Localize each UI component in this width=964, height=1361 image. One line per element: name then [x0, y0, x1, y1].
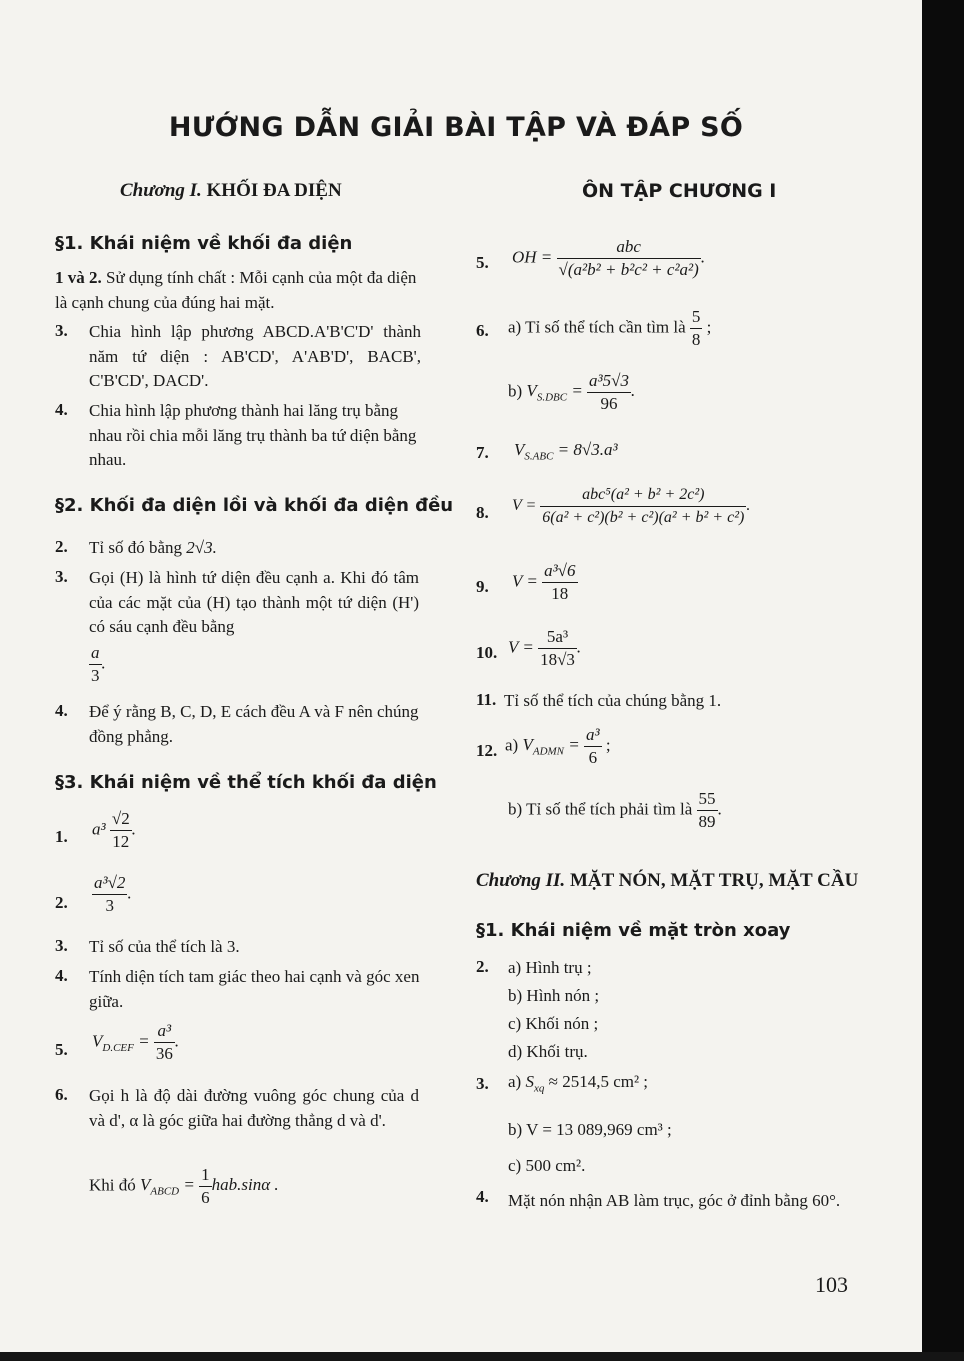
frac-top: a³√6 — [542, 560, 577, 583]
item-number: 4. — [55, 400, 68, 419]
formula: Khi đó $V_{ABCD}$ = $\frac{1}{6}$ hab.sinα . — [89, 1165, 279, 1207]
item-text: c) Khối nón ; — [508, 1014, 599, 1033]
frac-bottom: 12 — [112, 832, 130, 851]
frac-bottom: 36 — [155, 1044, 173, 1063]
formula — [512, 560, 578, 605]
item-number: 5. — [55, 1040, 68, 1059]
item-number: 6. — [476, 321, 489, 340]
formula-rhs: = 8√3.a³ — [557, 440, 618, 459]
item-number: 7. — [476, 443, 489, 462]
item-number: 9. — [476, 577, 489, 596]
formula-lhs: V — [514, 440, 525, 459]
item-text: Chia hình lập phương thành hai lăng trụ bằng nhau rồi chia mỗi lăng trụ thành ba tứ diện bằng nhau. — [89, 401, 417, 469]
item-text: Gọi h là độ dài đường vuông góc chung của d và d', α là góc giữa hai đường thẳng d và d'. — [89, 1086, 419, 1130]
formula-lhs: V — [140, 1175, 151, 1195]
item-number: 5. — [476, 253, 489, 272]
formula-rhs: ≈ 2514,5 cm² ; — [548, 1072, 649, 1091]
chapter-2-section-1-heading: §1. Khái niệm về mặt tròn xoay — [476, 920, 791, 941]
formula — [508, 1072, 648, 1094]
item-number: 1. — [55, 827, 68, 846]
item-text: Tỉ số thể tích của chúng bằng 1. — [504, 691, 722, 710]
frac-bottom: 6 — [588, 748, 598, 767]
item-text: Chia hình lập phương ABCD.A'B'C'D' thành năm tứ diện : AB'CD', A'AB'D', BACB', C'B'CD', DACD'. — [89, 322, 421, 390]
chapter-1-heading — [120, 180, 342, 202]
formula: OH = $\frac{\text{abc}}{\text{√(a²b² + b²c² + c²a²)}}$ . — [512, 237, 706, 279]
item-label: a) — [505, 735, 519, 755]
formula: a) Tỉ số thể tích cần tìm là $\frac{5}{8}$ ; — [508, 307, 712, 349]
item-number: 4. — [55, 966, 68, 985]
item-text: d) Khối trụ. — [508, 1042, 588, 1061]
item-text: a) Hình trụ ; — [508, 958, 592, 977]
formula — [514, 440, 618, 462]
item-number: 8. — [476, 503, 489, 522]
frac-top: abc⁵(a² + b² + 2c²) — [540, 484, 746, 507]
frac-top: 5a³ — [538, 626, 577, 649]
formula-subscript: S.DBC — [536, 391, 568, 404]
item-number: 11. — [476, 690, 497, 709]
item-number: 3. — [55, 936, 68, 955]
item-number: 6. — [55, 1085, 68, 1104]
section-2-heading: §2. Khối đa diện lồi và khối đa diện đều — [55, 495, 454, 516]
item-text: Sử dụng tính chất : Mỗi cạnh của một đa diện là cạnh chung của đúng hai mặt. — [55, 268, 417, 312]
item-text: Mặt nón nhận AB làm trục, góc ở đỉnh bằng 60°. — [508, 1191, 841, 1210]
review-heading: ÔN TẬP CHƯƠNG I — [582, 180, 777, 202]
formula-lhs: V — [92, 1031, 103, 1051]
frac-bottom: 6 — [201, 1188, 210, 1207]
formula-prefix: a³ — [92, 819, 106, 839]
fraction-a-over-3: $\frac{a}{3}$ . — [91, 643, 106, 685]
formula-lhs: V = — [508, 637, 534, 657]
formula-subscript: ADMN — [532, 745, 565, 758]
item-text-body: Tỉ số đó bằng — [89, 538, 183, 557]
chapter-2-heading — [476, 870, 858, 892]
frac-top: a³5√3 — [587, 370, 631, 393]
page-title: HƯỚNG DẪN GIẢI BÀI TẬP VÀ ĐÁP SỐ — [168, 112, 744, 143]
section-3-heading: §3. Khái niệm về thể tích khối đa diện — [55, 772, 437, 793]
item-number: 2. — [55, 537, 68, 556]
page-number: 103 — [815, 1272, 848, 1297]
item-text: Gọi (H) là hình tứ diện đều cạnh a. Khi đó tâm của các mặt của (H) tạo thành một tứ diện (H') có sáu cạnh đều bằng — [89, 568, 419, 636]
formula: a) $V_{ADMN}$ = $\frac{\text{a³}}{6}$ ; — [505, 725, 611, 767]
item-number: 3. — [476, 1074, 489, 1093]
item-number: 4. — [476, 1187, 489, 1206]
ratio-value: 2√3. — [186, 538, 217, 557]
formula-subscript: S.ABC — [524, 450, 554, 463]
chapter-1-prefix: Chương I. — [120, 180, 202, 201]
item-text — [89, 536, 421, 561]
formula-lhs: V = — [512, 497, 537, 515]
formula-lhs: V = — [512, 571, 538, 591]
frac-top: a³ — [154, 1020, 175, 1043]
frac-bottom: √(a²b² + b²c² + c²a²) — [558, 260, 699, 279]
formula: $\frac{\text{a³√2}}{3}$ . — [94, 873, 132, 915]
frac-top: 55 — [697, 788, 718, 811]
formula-subscript: D.CEF — [102, 1041, 134, 1054]
item-number: 12. — [476, 741, 498, 760]
section-1-heading: §1. Khái niệm về khối đa diện — [55, 233, 353, 254]
frac-top: 5 — [690, 306, 703, 329]
list-item — [55, 266, 425, 315]
item-number: 2. — [55, 893, 68, 912]
item-number: 1 và 2. — [55, 268, 102, 287]
formula: a³ $\frac{√2}{12}$ . — [92, 809, 136, 851]
formula-subscript: xq — [533, 1082, 545, 1095]
frac-top: abc — [557, 236, 701, 259]
frac-bottom: 89 — [698, 812, 716, 831]
item-label: b) — [508, 381, 523, 401]
frac-top: a — [89, 642, 102, 665]
chapter-2-name: MẶT NÓN, MẶT TRỤ, MẶT CẦU — [569, 870, 859, 891]
item-number: 3. — [55, 321, 68, 340]
formula: $V_{D.CEF}$ = $\frac{\text{a³}}{36}$ . — [92, 1021, 180, 1063]
formula-rhs: hab.sinα . — [211, 1175, 279, 1195]
formula: b) Tỉ số thể tích phải tìm là $\frac{55}{89}$ . — [508, 789, 722, 831]
item-text: b) V = 13 089,969 cm³ ; — [508, 1120, 672, 1139]
item-number: 4. — [55, 701, 68, 720]
formula: V = $\frac{\text{abc⁵(a² + b² + 2c²)}}{\text{6(a² + c²)(b² + c²)(a² + b² + c²)}}$ . — [512, 484, 750, 529]
item-number: 10. — [476, 643, 498, 662]
frac-top: 1 — [199, 1164, 212, 1187]
formula-lhs: OH = — [512, 247, 553, 267]
scan-dark-edge — [922, 0, 964, 1361]
item-text: a) Tỉ số thể tích cần tìm là — [508, 317, 686, 337]
scan-bottom-edge — [0, 1352, 964, 1361]
item-text: Tính diện tích tam giác theo hai cạnh và góc xen giữa. — [89, 967, 420, 1011]
item-text: Để ý rằng B, C, D, E cách đều A và F nên chúng đồng phẳng. — [89, 702, 419, 746]
item-text: b) Hình nón ; — [508, 986, 600, 1005]
frac-bottom: 96 — [600, 394, 618, 413]
frac-top: a³√2 — [92, 872, 127, 895]
chapter-1-name: KHỐI ĐA DIỆN — [206, 180, 342, 201]
formula-lhs: S — [525, 1072, 534, 1091]
item-text: c) 500 cm². — [508, 1156, 586, 1175]
chapter-2-prefix: Chương II. — [476, 870, 566, 891]
frac-top: √2 — [110, 808, 132, 831]
frac-bottom: 8 — [691, 330, 701, 349]
frac-bottom: 18√3 — [540, 650, 575, 669]
frac-top: a³ — [584, 724, 602, 747]
formula-subscript: ABCD — [150, 1185, 180, 1198]
formula: V = $\frac{\text{5a³}}{18√3}$ . — [508, 627, 582, 669]
frac-bottom: 3 — [91, 666, 100, 685]
item-text: Tỉ số của thể tích là 3. — [89, 937, 240, 956]
frac-bottom: 3 — [105, 896, 114, 915]
item-number: 2. — [476, 957, 489, 976]
item-label: a) — [508, 1072, 522, 1091]
frac-bottom: 6(a² + c²)(b² + c²)(a² + b² + c²) — [542, 509, 745, 526]
frac-bottom: 18 — [551, 584, 569, 603]
formula: b) $V_{S.DBC}$ = $\frac{\text{a³5√3}}{96}$ . — [508, 371, 636, 413]
formula-intro: Khi đó — [89, 1175, 136, 1195]
formula-lhs: V — [522, 735, 533, 755]
item-number: 3. — [55, 567, 68, 586]
formula-lhs: V — [526, 381, 537, 401]
item-text: b) Tỉ số thể tích phải tìm là — [508, 799, 693, 819]
